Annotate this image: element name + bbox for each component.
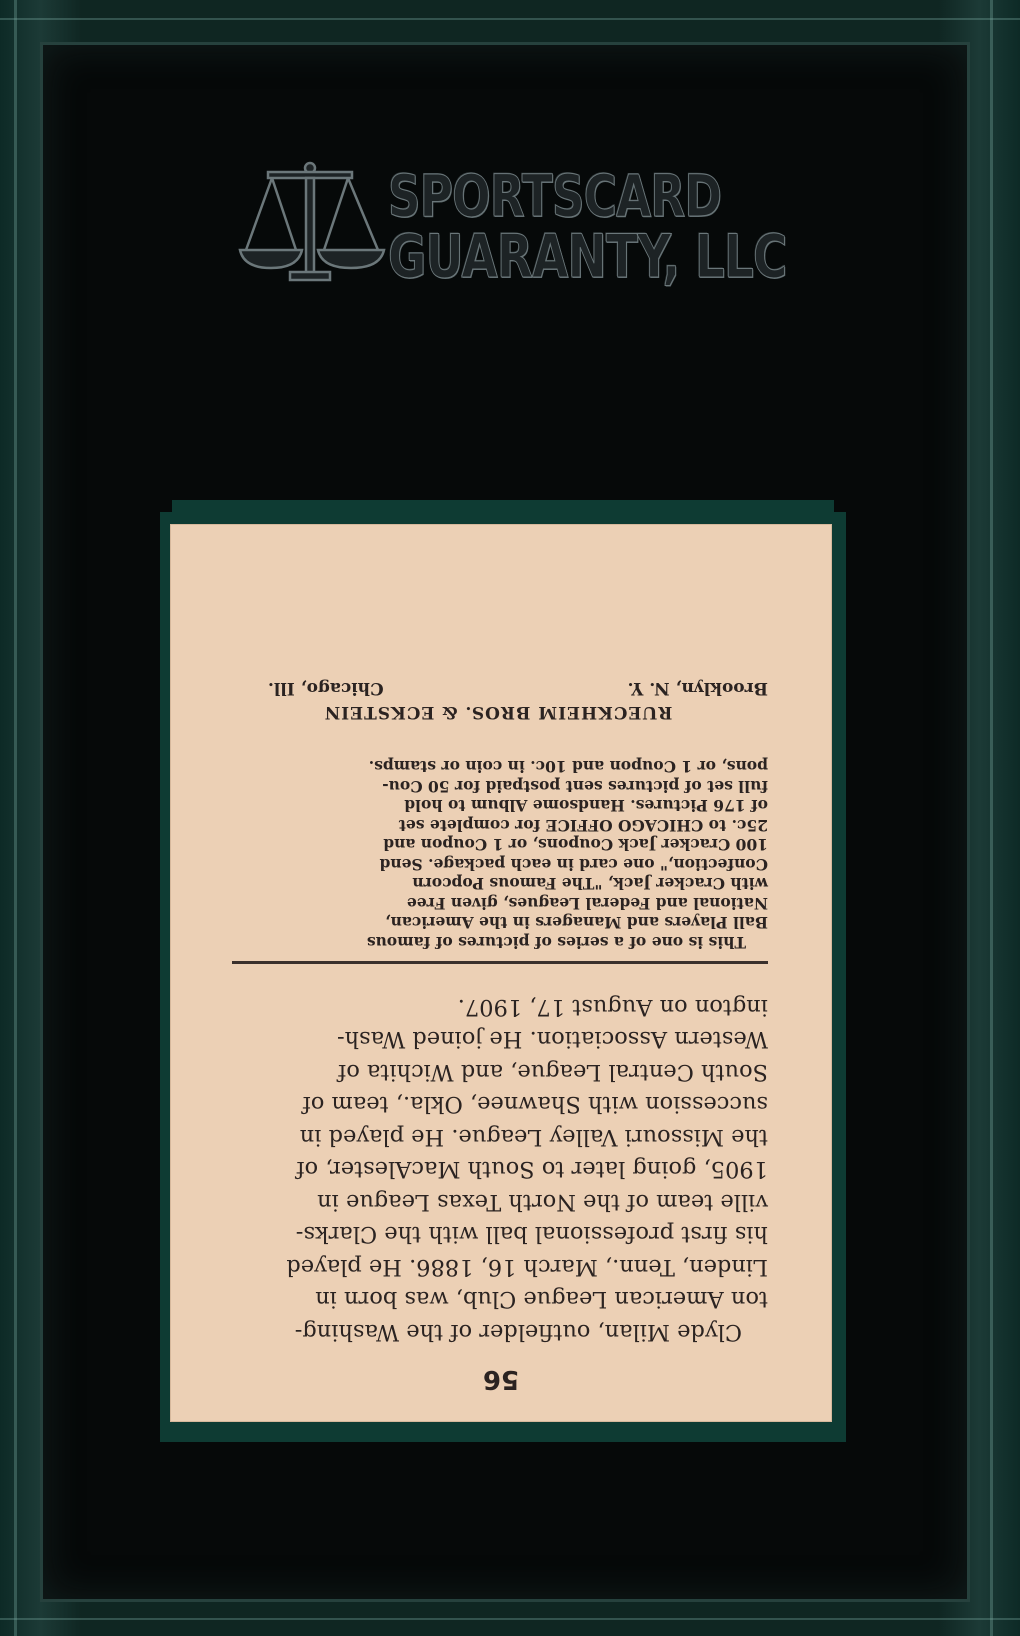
window-notch: [834, 490, 846, 512]
baseball-card-back: [170, 524, 832, 1422]
player-bio: [228, 991, 768, 1349]
bio-line: ington on August 17, 1907.: [457, 994, 768, 1020]
ad-line: full set of pictures sent postpaid for 50 Cou-: [382, 777, 768, 796]
bio-line: the Missouri Valley League. He played in: [299, 1124, 768, 1150]
ad-line: This is one of a series of pictures of famous: [366, 933, 746, 952]
window-notch: [160, 490, 172, 512]
scales-of-justice-icon: [238, 160, 388, 290]
sgc-logo: [238, 160, 787, 292]
brand-line-2: GUARANTY, LLC: [388, 222, 787, 292]
bio-line: his first professional ball with the Clarks-: [295, 1221, 768, 1248]
bio-line: 1905, going later to South MacAlester, of: [296, 1156, 768, 1183]
divider-rule: [232, 961, 768, 964]
ad-line: pons, or 1 Coupon and 10c. in coin or stamps.: [368, 757, 768, 777]
ad-line: National and Federal Leagues, given Free: [406, 894, 768, 913]
card-content-upside-down: [170, 524, 832, 1422]
ad-line: Confection," one card in each package. Send: [379, 855, 768, 874]
bio-line: Linden, Tenn., March 16, 1886. He played: [286, 1254, 768, 1280]
city-chicago: Chicago, Ill.: [268, 678, 384, 698]
ad-line: 100 Cracker Jack Coupons, or 1 Coupon and: [383, 835, 768, 855]
city-brooklyn: Brooklyn, N. Y.: [627, 678, 768, 698]
ad-line: Ball Players and Managers in the American,: [385, 913, 768, 933]
ad-line: 25c. to CHICAGO OFFICE for complete set: [398, 816, 768, 835]
bio-line: succession with Shawnee, Okla., team of: [302, 1091, 768, 1118]
ad-line: with Cracker Jack, "The Famous Popcorn: [412, 874, 768, 894]
card-number: 56: [482, 1364, 520, 1394]
advertisement-text: [228, 757, 768, 952]
ad-line: of 176 Pictures. Handsome Album to hold: [404, 796, 768, 816]
bio-line: ton American League Club, was born in: [315, 1286, 768, 1313]
bio-line: Clyde Milan, outfielder of the Washing-: [294, 1319, 742, 1345]
bio-line: South Central League, and Wichita of: [337, 1059, 768, 1085]
brand-line-1: SPORTSCARD: [388, 162, 722, 230]
bio-line: Western Association. He joined Wash-: [337, 1026, 768, 1053]
company-name: RUECKHEIM BROS. & ECKSTEIN: [323, 702, 673, 722]
bio-line: ville team of the North Texas League in: [317, 1189, 768, 1215]
